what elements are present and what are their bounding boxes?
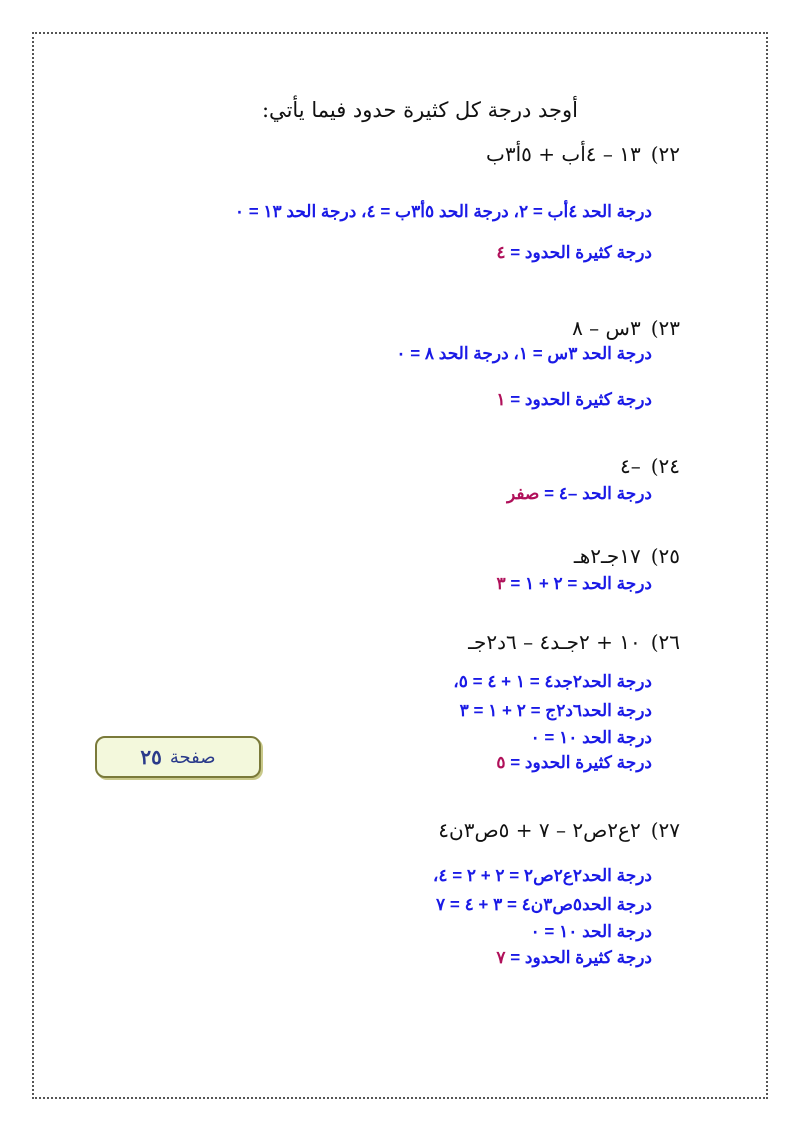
problem-number: ٢٥) — [650, 544, 680, 568]
solution-line — [496, 753, 652, 773]
problem-expression: ١٠ + ٢جـد٤ – ٦د٢جـ — [468, 630, 641, 654]
solution-line — [436, 895, 652, 915]
solution-line — [496, 390, 652, 410]
problem-expression: ٣س – ٨ — [572, 316, 641, 340]
solution-line — [531, 728, 652, 748]
problem-expression: ٢ع٢ص٢ – ٧ + ٥ص٣ن٤ — [438, 818, 641, 842]
solution-line — [396, 344, 652, 364]
problem-27 — [438, 818, 680, 842]
solution-text: درجة الحد ١٠ = ٠ — [530, 922, 652, 941]
solution-text: درجة كثيرة الحدود = — [510, 243, 652, 262]
problem-number: ٢٢) — [650, 142, 680, 166]
page-number-badge — [95, 736, 261, 778]
problem-26 — [468, 630, 680, 654]
solution-result: ٤ — [496, 243, 506, 262]
problem-22 — [486, 142, 680, 166]
solution-line — [433, 866, 652, 886]
solution-text: درجة كثيرة الحدود = — [510, 753, 652, 772]
problem-expression: ١٣ – ٤أب + ٥أ٣ب — [486, 142, 641, 166]
solution-text: درجة كثيرة الحدود = — [510, 948, 652, 967]
solution-line — [453, 672, 652, 692]
solution-line — [531, 922, 652, 942]
solution-text: درجة الحد٦د٢ج = ٢ + ١ = ٣ — [459, 701, 652, 720]
problem-25 — [574, 544, 680, 568]
solution-result: ٧ — [496, 948, 506, 967]
solution-text: درجة الحد ١٠ = ٠ — [530, 728, 652, 747]
solution-line — [496, 243, 652, 263]
solution-line — [460, 701, 652, 721]
solution-line — [497, 574, 653, 594]
problem-number: ٢٣) — [650, 316, 680, 340]
solution-result: ٥ — [496, 753, 506, 772]
solution-text: درجة الحد٢ع٢ص٢ = ٢ + ٢ = ٤، — [432, 866, 652, 885]
solution-text: درجة الحد –٤ = — [544, 484, 652, 503]
solution-result: صفر — [506, 484, 540, 503]
solution-text: درجة كثيرة الحدود = — [510, 390, 652, 409]
problem-number: ٢٤) — [650, 454, 680, 478]
solution-text: درجة الحد٥ص٣ن٤ = ٣ + ٤ = ٧ — [436, 895, 652, 914]
problem-number: ٢٧) — [650, 818, 680, 842]
solution-text: درجة الحد ٣س = ١، درجة الحد ٨ = ٠ — [396, 344, 652, 363]
problem-number: ٢٦) — [650, 630, 680, 654]
page-number: ٢٥ — [140, 746, 162, 769]
problem-expression: –٤ — [619, 454, 641, 478]
solution-line — [235, 202, 652, 222]
problem-expression: ١٧جـ٢هـ — [573, 544, 641, 568]
solution-result: ١ — [496, 390, 506, 409]
problem-24 — [620, 454, 680, 478]
solution-line — [496, 948, 652, 968]
page-title: أوجد درجة كل كثيرة حدود فيما يأتي: — [261, 98, 578, 122]
problem-23 — [572, 316, 680, 340]
solution-result: ٣ — [496, 574, 506, 593]
solution-text: درجة الحد٢جد٤ = ١ + ٤ = ٥، — [453, 672, 652, 691]
solution-text: درجة الحد = ٢ + ١ = — [510, 574, 652, 593]
solution-text: درجة الحد ٤أب = ٢، درجة الحد ٥أ٣ب = ٤، درجة الحد ١٣ = ٠ — [234, 202, 652, 221]
page-label: صفحة — [169, 746, 216, 768]
solution-line — [507, 484, 652, 504]
